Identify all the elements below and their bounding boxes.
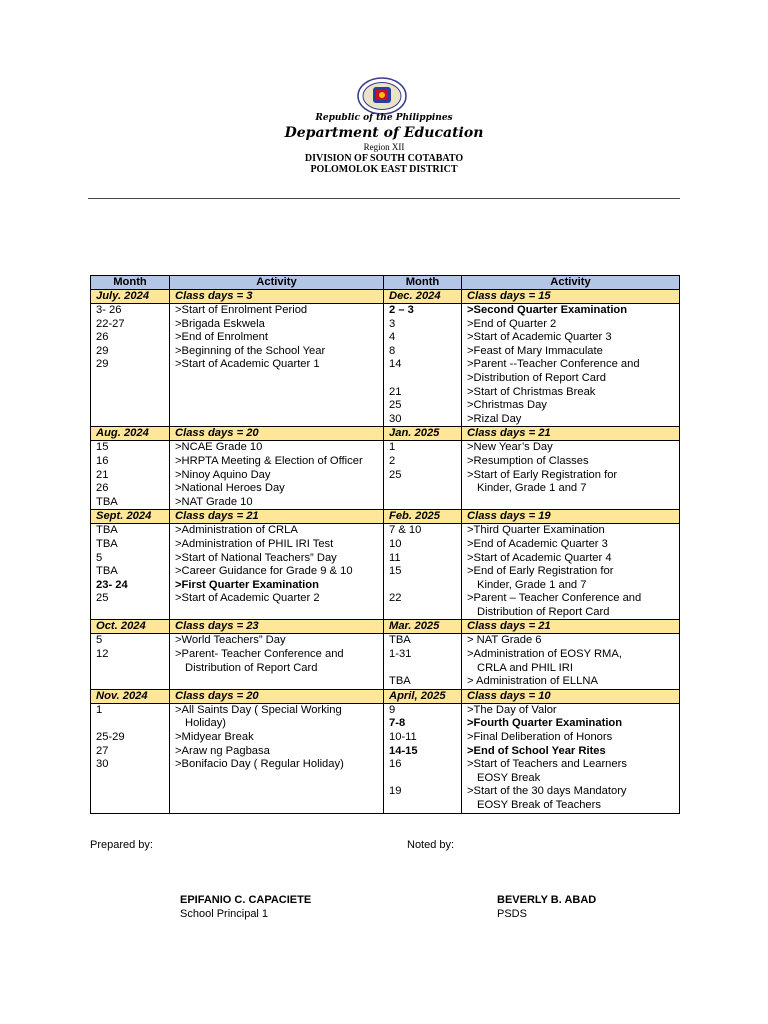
- class-days-right: Class days = 19: [462, 510, 680, 524]
- activity-line: [467, 496, 679, 510]
- activity-line: >Araw ng Pagbasa: [175, 744, 270, 757]
- month-band-row: [91, 510, 680, 524]
- date-line: [389, 606, 461, 620]
- class-days-left: Class days = 20: [170, 427, 384, 441]
- date-line: 10-11: [389, 731, 417, 744]
- dates-cell-right: [384, 304, 462, 427]
- dates-cell-right: [384, 703, 462, 813]
- activity-line: [175, 372, 383, 386]
- activity-line: Kinder, Grade 1 and 7: [477, 482, 587, 495]
- activity-line: >End of Enrolment: [175, 331, 268, 344]
- date-line: 11: [389, 551, 401, 564]
- date-line: 14-15: [389, 744, 418, 757]
- date-line: [96, 675, 169, 689]
- date-line: 2: [389, 454, 396, 467]
- activity-line: >Fourth Quarter Examination: [467, 717, 623, 730]
- table-header-row: [91, 276, 680, 290]
- activities-cell-right: [462, 441, 680, 510]
- date-line: 2 – 3: [389, 304, 414, 316]
- activity-line: CRLA and PHIL IRI: [477, 661, 573, 674]
- month-label-right: April, 2025: [384, 689, 462, 703]
- activity-line: [175, 675, 383, 689]
- date-line: 19: [389, 785, 402, 798]
- month-label-right: Dec. 2024: [384, 290, 462, 304]
- activity-line: [175, 785, 383, 799]
- date-line: 22: [389, 592, 402, 605]
- date-line: 25: [96, 592, 109, 605]
- date-line: 3- 26: [96, 304, 122, 316]
- activity-line: >Brigada Eskwela: [175, 317, 265, 330]
- dates-cell-left: [91, 703, 170, 813]
- date-line: 1: [389, 441, 396, 454]
- date-line: 8: [389, 344, 396, 357]
- date-line: [96, 413, 169, 427]
- activity-line: >Rizal Day: [467, 412, 522, 425]
- class-days-right: Class days = 15: [462, 290, 680, 304]
- dates-cell-right: [384, 634, 462, 689]
- date-line: TBA: [96, 565, 118, 578]
- date-line: 29: [96, 358, 109, 371]
- activities-cell-left: [170, 304, 384, 427]
- activity-line: >Administration of PHIL IRI Test: [175, 537, 334, 550]
- activity-line: >Start of Academic Quarter 1: [175, 358, 320, 371]
- dates-cell-left: [91, 441, 170, 510]
- activity-line: >Parent – Teacher Conference and: [467, 592, 642, 605]
- date-line: 9: [389, 703, 396, 716]
- activity-line: [175, 413, 383, 427]
- class-days-right: Class days = 21: [462, 427, 680, 441]
- date-line: 1: [96, 703, 103, 716]
- date-line: [96, 399, 169, 413]
- class-days-right: Class days = 10: [462, 689, 680, 703]
- activity-line: >Distribution of Report Card: [467, 371, 606, 384]
- activity-line: >Start of Christmas Break: [467, 385, 596, 398]
- month-label-left: July. 2024: [91, 290, 170, 304]
- activity-line: Distribution of Report Card: [477, 605, 610, 618]
- activity-line: >Start of Academic Quarter 2: [175, 592, 320, 605]
- school-calendar-table: [90, 275, 680, 814]
- date-line: 16: [96, 454, 109, 467]
- activity-line: [175, 799, 383, 813]
- date-line: TBA: [96, 524, 118, 537]
- activities-cell-right: [462, 524, 680, 620]
- month-band-row: [91, 290, 680, 304]
- month-label-right: Feb. 2025: [384, 510, 462, 524]
- activity-line: > NAT Grade 6: [467, 634, 542, 647]
- date-line: 1-31: [389, 648, 412, 661]
- activity-line: >Start of Academic Quarter 4: [467, 551, 612, 564]
- activity-line: >Bonifacio Day ( Regular Holiday): [175, 758, 344, 771]
- activity-line: Kinder, Grade 1 and 7: [477, 578, 587, 591]
- activity-line: >End of Quarter 2: [467, 317, 557, 330]
- date-line: 21: [96, 468, 109, 481]
- column-header-month-right: Month: [384, 276, 462, 290]
- date-line: [389, 579, 461, 593]
- date-line: 5: [96, 551, 103, 564]
- department-title: Department of Education: [284, 125, 484, 141]
- activities-cell-left: [170, 524, 384, 620]
- activity-line: >Start of Enrolment Period: [175, 304, 308, 316]
- date-line: 25-29: [96, 731, 125, 744]
- activity-row: [91, 524, 680, 620]
- activity-line: >Christmas Day: [467, 399, 547, 412]
- month-label-left: Oct. 2024: [91, 620, 170, 634]
- date-line: 14: [389, 358, 402, 371]
- date-line: [96, 785, 169, 799]
- activities-cell-left: [170, 703, 384, 813]
- date-line: [96, 386, 169, 400]
- activity-line: EOSY Break: [477, 771, 541, 784]
- region-text: Region XII: [363, 142, 405, 152]
- date-line: [389, 496, 461, 510]
- date-line: 4: [389, 331, 396, 344]
- activity-line: >End of Early Registration for: [467, 565, 614, 578]
- activity-line: >Beginning of the School Year: [175, 344, 326, 357]
- date-line: 23- 24: [96, 578, 128, 591]
- activity-row: [91, 441, 680, 510]
- division-text: DIVISION OF SOUTH COTABATO: [304, 153, 464, 164]
- month-label-left: Sept. 2024: [91, 510, 170, 524]
- activity-line: >Midyear Break: [175, 731, 254, 744]
- date-line: 3: [389, 317, 396, 330]
- activity-line: >Start of Teachers and Learners: [467, 758, 627, 771]
- date-line: [389, 372, 461, 386]
- activity-line: >All Saints Day ( Special Working: [175, 703, 342, 716]
- date-line: 30: [389, 412, 402, 425]
- activity-line: >HRPTA Meeting & Election of Officer: [175, 454, 363, 467]
- class-days-left: Class days = 20: [170, 689, 384, 703]
- activity-line: >Start of Academic Quarter 3: [467, 331, 612, 344]
- deped-seal-logo: [357, 77, 407, 115]
- date-line: 27: [96, 744, 109, 757]
- activity-line: >NAT Grade 10: [175, 495, 253, 508]
- activity-row: [91, 703, 680, 813]
- date-line: 5: [96, 634, 103, 647]
- activity-line: >Parent- Teacher Conference and: [175, 648, 344, 661]
- activity-line: Holiday): [185, 717, 227, 730]
- activity-line: >Ninoy Aquino Day: [175, 468, 271, 481]
- date-line: [389, 662, 461, 676]
- column-header-activity-right: Activity: [462, 276, 680, 290]
- date-line: 25: [389, 399, 402, 412]
- prepared-by-label: Prepared by:: [90, 839, 153, 851]
- activities-cell-right: [462, 304, 680, 427]
- date-line: 16: [389, 758, 402, 771]
- activity-line: >Start of National Teachers” Day: [175, 551, 337, 564]
- month-label-left: Nov. 2024: [91, 689, 170, 703]
- month-band-row: [91, 620, 680, 634]
- prepared-by-title: School Principal 1: [180, 908, 269, 920]
- activity-line: >New Year’s Day: [467, 441, 553, 454]
- header-divider: [88, 198, 680, 199]
- class-days-left: Class days = 23: [170, 620, 384, 634]
- date-line: 22-27: [96, 317, 125, 330]
- activities-cell-right: [462, 703, 680, 813]
- activity-line: >NCAE Grade 10: [175, 441, 263, 454]
- republic-text: Republic of the Philippines: [315, 113, 453, 123]
- date-line: [389, 772, 461, 786]
- activity-line: [175, 399, 383, 413]
- date-line: TBA: [389, 675, 411, 688]
- date-line: [96, 662, 169, 676]
- activity-line: >Career Guidance for Grade 9 & 10: [175, 565, 353, 578]
- column-header-month-left: Month: [91, 276, 170, 290]
- activity-line: >First Quarter Examination: [175, 578, 319, 591]
- activity-line: >Feast of Mary Immaculate: [467, 344, 603, 357]
- district-text: POLOMOLOK EAST DISTRICT: [310, 164, 458, 175]
- activity-line: [175, 386, 383, 400]
- month-band-row: [91, 427, 680, 441]
- date-line: [96, 772, 169, 786]
- date-line: 7-8: [389, 717, 406, 730]
- date-line: 10: [389, 537, 402, 550]
- date-line: 30: [96, 758, 109, 771]
- date-line: 26: [96, 331, 109, 344]
- date-line: TBA: [96, 495, 118, 508]
- month-label-right: Mar. 2025: [384, 620, 462, 634]
- dates-cell-right: [384, 441, 462, 510]
- activity-line: >National Heroes Day: [175, 482, 285, 495]
- activity-line: >End of School Year Rites: [467, 744, 606, 757]
- date-line: [389, 482, 461, 496]
- date-line: [96, 606, 169, 620]
- activity-line: >End of Academic Quarter 3: [467, 537, 608, 550]
- activity-line: > Administration of ELLNA: [467, 675, 598, 688]
- date-line: [389, 799, 461, 813]
- date-line: 7 & 10: [389, 524, 422, 537]
- date-line: TBA: [389, 634, 411, 647]
- noted-by-label: Noted by:: [407, 839, 455, 851]
- date-line: 29: [96, 344, 109, 357]
- month-label-right: Jan. 2025: [384, 427, 462, 441]
- dates-cell-left: [91, 634, 170, 689]
- class-days-left: Class days = 3: [170, 290, 384, 304]
- activity-line: >Resumption of Classes: [467, 454, 589, 467]
- date-line: [96, 372, 169, 386]
- activity-line: >Start of the 30 days Mandatory: [467, 785, 627, 798]
- activity-line: >Final Deliberation of Honors: [467, 731, 613, 744]
- date-line: TBA: [96, 537, 118, 550]
- activities-cell-right: [462, 634, 680, 689]
- date-line: 26: [96, 482, 109, 495]
- activity-line: >Parent --Teacher Conference and: [467, 358, 640, 371]
- activity-row: [91, 304, 680, 427]
- activities-cell-left: [170, 634, 384, 689]
- activity-line: >Administration of EOSY RMA,: [467, 648, 622, 661]
- activity-line: >World Teachers” Day: [175, 634, 286, 647]
- activity-line: >Third Quarter Examination: [467, 524, 605, 537]
- dates-cell-left: [91, 304, 170, 427]
- date-line: [96, 717, 169, 731]
- prepared-by-name: EPIFANIO C. CAPACIETE: [180, 894, 312, 906]
- column-header-activity-left: Activity: [170, 276, 384, 290]
- activity-line: [175, 606, 383, 620]
- activities-cell-left: [170, 441, 384, 510]
- dates-cell-right: [384, 524, 462, 620]
- activity-row: [91, 634, 680, 689]
- activity-line: >Start of Early Registration for: [467, 468, 618, 481]
- activity-line: [175, 772, 383, 786]
- noted-by-name: BEVERLY B. ABAD: [497, 894, 597, 906]
- month-band-row: [91, 689, 680, 703]
- date-line: 25: [389, 468, 402, 481]
- dates-cell-left: [91, 524, 170, 620]
- activity-line: >Second Quarter Examination: [467, 304, 628, 316]
- activity-line: EOSY Break of Teachers: [477, 799, 601, 811]
- date-line: 15: [96, 441, 109, 454]
- date-line: 21: [389, 385, 402, 398]
- date-line: 15: [389, 565, 402, 578]
- activity-line: >Administration of CRLA: [175, 524, 298, 537]
- date-line: 12: [96, 648, 109, 661]
- month-label-left: Aug. 2024: [91, 427, 170, 441]
- class-days-right: Class days = 21: [462, 620, 680, 634]
- date-line: [96, 799, 169, 813]
- activity-line: Distribution of Report Card: [185, 661, 318, 674]
- class-days-left: Class days = 21: [170, 510, 384, 524]
- noted-by-title: PSDS: [497, 908, 527, 920]
- activity-line: >The Day of Valor: [467, 703, 557, 716]
